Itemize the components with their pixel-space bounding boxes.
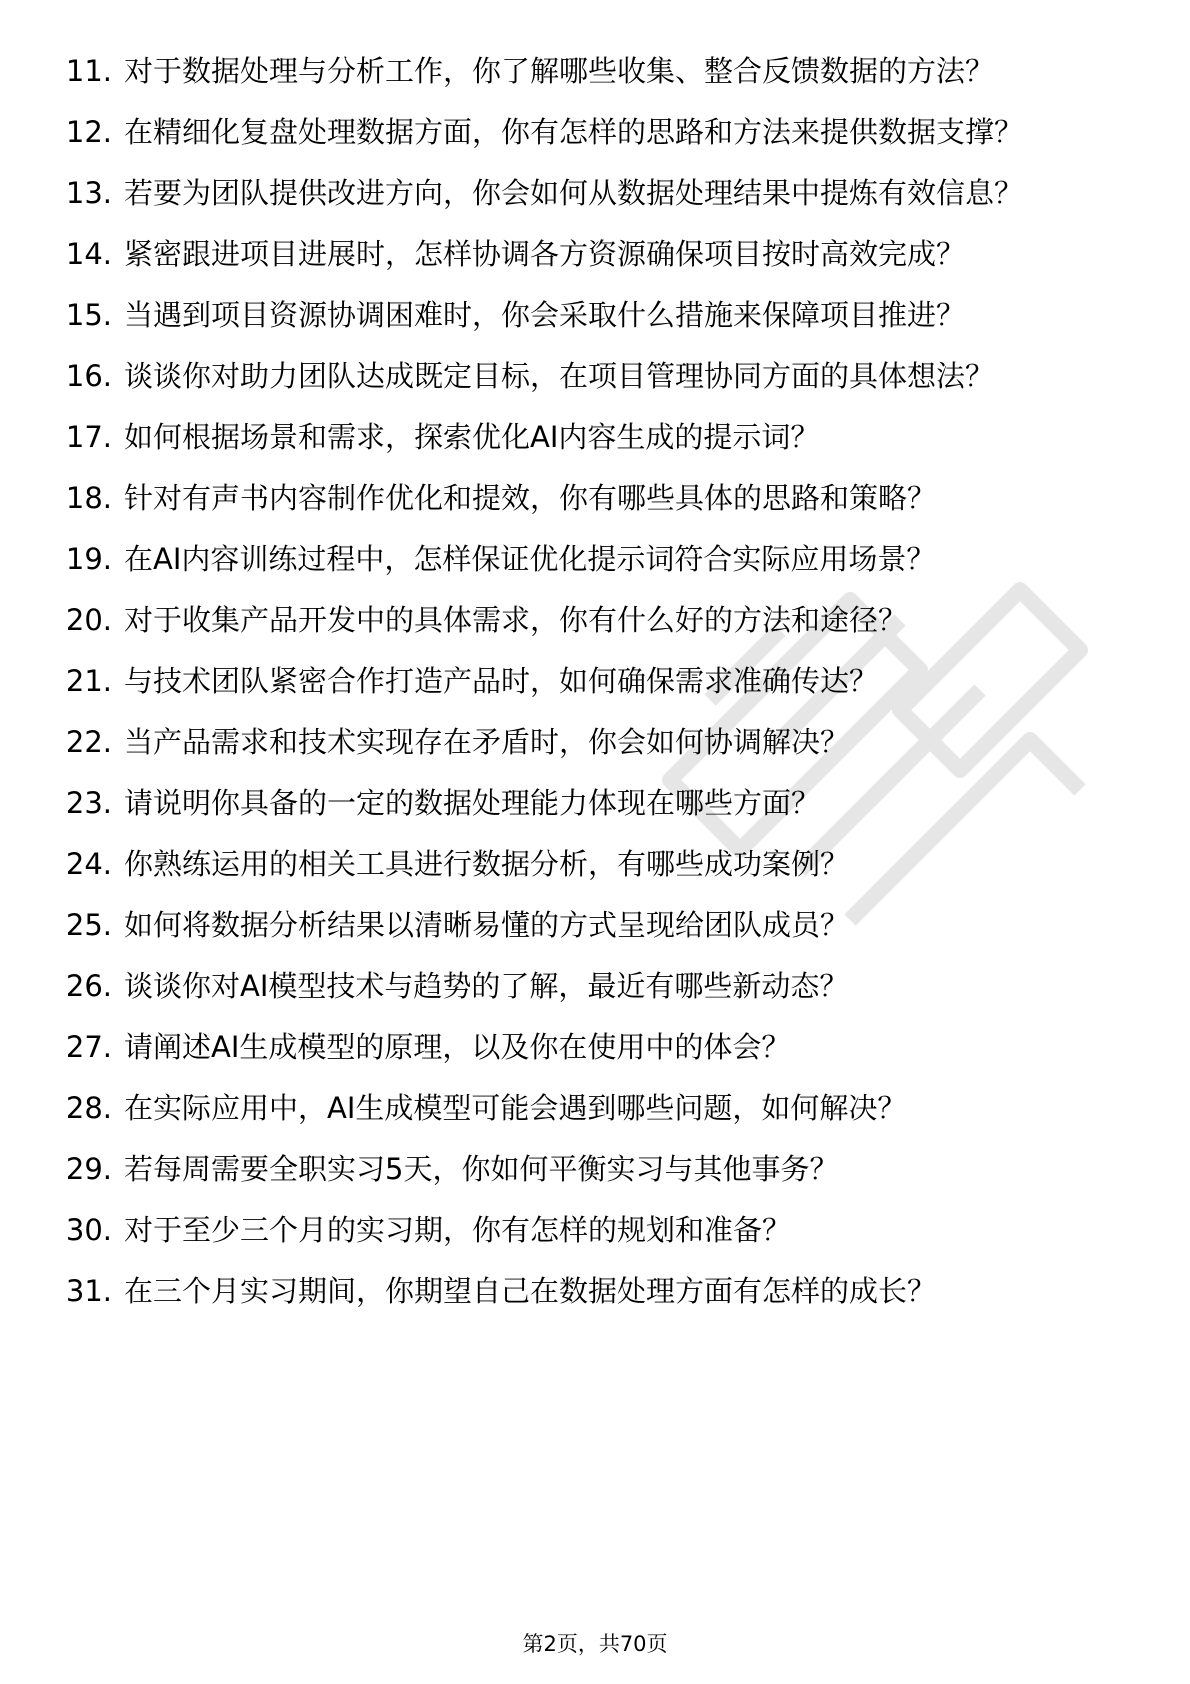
question-text: 对于至少三个月的实习期，你有怎样的规划和准备？ (124, 1213, 792, 1247)
question-item (58, 1150, 1138, 1188)
question-item (58, 723, 1138, 761)
question-item (58, 296, 1138, 334)
question-item (58, 540, 1138, 578)
question-item (58, 357, 1138, 395)
question-text: 如何根据场景和需求，探索优化AI内容生成的提示词？ (124, 420, 820, 454)
question-number: 14. (65, 237, 112, 271)
question-text: 若每周需要全职实习5天，你如何平衡实习与其他事务？ (124, 1152, 839, 1186)
question-text: 在精细化复盘处理数据方面，你有怎样的思路和方法来提供数据支撑？ (124, 115, 1024, 149)
question-number: 12. (65, 115, 112, 149)
question-number: 29. (65, 1152, 112, 1186)
question-number: 25. (65, 908, 112, 942)
question-number: 30. (65, 1213, 112, 1247)
question-text: 请阐述AI生成模型的原理，以及你在使用中的体会？ (124, 1030, 791, 1064)
question-item (58, 1272, 1138, 1310)
question-text: 若要为团队提供改进方向，你会如何从数据处理结果中提炼有效信息？ (124, 176, 1024, 210)
question-text: 谈谈你对AI模型技术与趋势的了解，最近有哪些新动态？ (124, 969, 849, 1003)
question-item (58, 601, 1138, 639)
question-item (58, 113, 1138, 151)
question-text: 在三个月实习期间，你期望自己在数据处理方面有怎样的成长？ (124, 1274, 937, 1308)
question-item (58, 418, 1138, 456)
question-text: 与技术团队紧密合作打造产品时，如何确保需求准确传达？ (124, 664, 879, 698)
question-number: 11. (65, 54, 112, 88)
question-item (58, 479, 1138, 517)
question-number: 16. (65, 359, 112, 393)
question-number: 31. (65, 1274, 112, 1308)
question-text: 对于数据处理与分析工作，你了解哪些收集、整合反馈数据的方法？ (124, 54, 995, 88)
question-text: 当遇到项目资源协调困难时，你会采取什么措施来保障项目推进？ (124, 298, 966, 332)
question-number: 19. (65, 542, 112, 576)
question-text: 针对有声书内容制作优化和提效，你有哪些具体的思路和策略？ (124, 481, 937, 515)
question-text: 如何将数据分析结果以清晰易懂的方式呈现给团队成员？ (124, 908, 850, 942)
question-item (58, 662, 1138, 700)
question-text: 对于收集产品开发中的具体需求，你有什么好的方法和途径？ (124, 603, 908, 637)
question-number: 26. (65, 969, 112, 1003)
question-number: 22. (65, 725, 112, 759)
question-item (58, 235, 1138, 273)
question-number: 21. (65, 664, 112, 698)
question-number: 15. (65, 298, 112, 332)
page-footer: 第2页，共70页 (522, 1632, 668, 1656)
question-text: 请说明你具备的一定的数据处理能力体现在哪些方面？ (124, 786, 821, 820)
question-item (58, 906, 1138, 944)
question-text: 在AI内容训练过程中，怎样保证优化提示词符合实际应用场景？ (124, 542, 936, 576)
question-item (58, 1211, 1138, 1249)
question-text: 谈谈你对助力团队达成既定目标，在项目管理协同方面的具体想法？ (124, 359, 995, 393)
question-number: 20. (65, 603, 112, 637)
question-item (58, 52, 1138, 90)
question-number: 24. (65, 847, 112, 881)
question-number: 17. (65, 420, 112, 454)
question-text: 在实际应用中，AI生成模型可能会遇到哪些问题，如何解决？ (124, 1091, 907, 1125)
question-item (58, 845, 1138, 883)
question-number: 28. (65, 1091, 112, 1125)
question-number: 23. (65, 786, 112, 820)
question-number: 18. (65, 481, 112, 515)
question-text: 你熟练运用的相关工具进行数据分析，有哪些成功案例？ (124, 847, 850, 881)
question-item (58, 174, 1138, 212)
question-item (58, 784, 1138, 822)
question-number: 13. (65, 176, 112, 210)
question-number: 27. (65, 1030, 112, 1064)
question-text: 紧密跟进项目进展时，怎样协调各方资源确保项目按时高效完成？ (124, 237, 966, 271)
question-text: 当产品需求和技术实现存在矛盾时，你会如何协调解决？ (124, 725, 850, 759)
question-list (58, 52, 1138, 1333)
question-item (58, 1028, 1138, 1066)
question-item (58, 967, 1138, 1005)
question-item (58, 1089, 1138, 1127)
